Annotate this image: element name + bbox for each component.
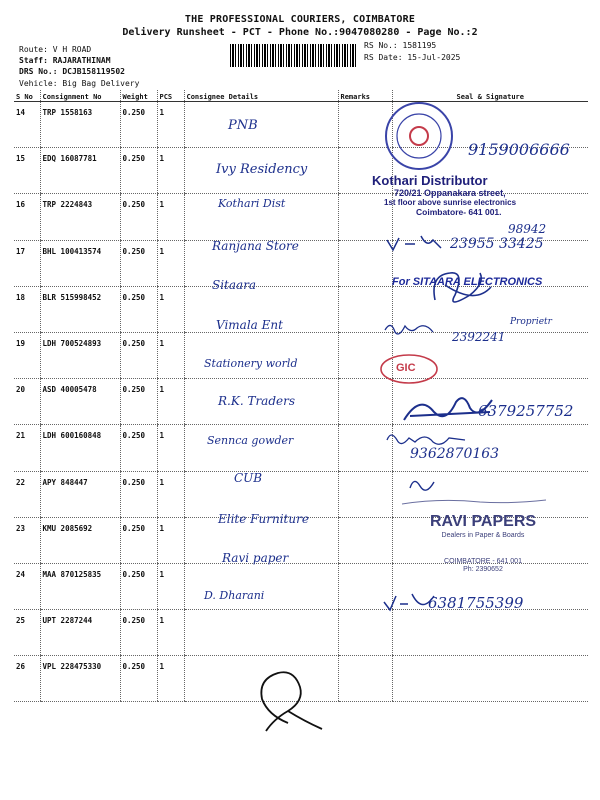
signature-19 xyxy=(383,318,443,340)
row-sno: 23 xyxy=(14,517,40,563)
consignee-handwritten: PNB xyxy=(228,118,258,133)
row-sno: 22 xyxy=(14,471,40,517)
row-pcs: 1 xyxy=(157,656,184,702)
row-weight: 0.250 xyxy=(120,240,157,286)
row-consignment: LDH 600160848 xyxy=(40,425,120,471)
row-weight: 0.250 xyxy=(120,102,157,148)
row-weight: 0.250 xyxy=(120,425,157,471)
signature-17 xyxy=(385,228,445,258)
phone-sign-21: 6379257752 xyxy=(478,402,574,420)
consignee-handwritten: Sennca gowder xyxy=(207,433,294,447)
row-pcs: 1 xyxy=(157,471,184,517)
row-sno: 19 xyxy=(14,332,40,378)
row-sno: 14 xyxy=(14,102,40,148)
row-pcs: 1 xyxy=(157,240,184,286)
row-consignee-cell xyxy=(184,332,338,378)
row-remarks xyxy=(338,471,392,517)
row-weight: 0.250 xyxy=(120,610,157,656)
kothari-name: Kothari Distributor xyxy=(372,173,488,188)
row-sno: 21 xyxy=(14,425,40,471)
vehicle-label: Vehicle: Big Bag Delivery xyxy=(19,79,140,88)
table-row xyxy=(14,425,588,471)
ravi-stamp-title: RAVI PAPERS xyxy=(429,513,537,530)
signature-23 xyxy=(400,468,550,508)
sign-17b: 23955 33425 xyxy=(450,236,544,252)
phone-sign-26: 6381755399 xyxy=(428,594,524,612)
row-consignment: BHL 100413574 xyxy=(40,240,120,286)
consignee-handwritten: Kothari Dist xyxy=(218,197,286,211)
row-pcs: 1 xyxy=(157,148,184,194)
barcode xyxy=(230,44,358,67)
table-row xyxy=(14,610,588,656)
route-label: Route: V H ROAD xyxy=(19,45,92,54)
consignee-handwritten: Ivy Residency xyxy=(216,162,308,178)
col-pcs: PCS xyxy=(157,90,184,102)
col-sno: S No xyxy=(14,90,40,102)
row-consignment: BLR 515998452 xyxy=(40,286,120,332)
row-remarks xyxy=(338,240,392,286)
ravi-stamp-line: Dealers in Paper & Boards xyxy=(441,532,525,539)
row-weight: 0.250 xyxy=(120,332,157,378)
company-title: THE PROFESSIONAL COURIERS, COIMBATORE xyxy=(184,14,416,25)
table-row xyxy=(14,286,588,332)
phone-sign-22: 9362870163 xyxy=(410,446,500,462)
col-remarks: Remarks xyxy=(338,90,392,102)
ravi-stamp-phone: Ph: 2390652 xyxy=(463,566,503,573)
row-weight: 0.250 xyxy=(120,563,157,609)
row-remarks xyxy=(338,517,392,563)
row-pcs: 1 xyxy=(157,194,184,240)
sign-17a: 98942 xyxy=(508,222,547,236)
row-pcs: 1 xyxy=(157,286,184,332)
row-sno: 15 xyxy=(14,148,40,194)
consignee-handwritten: Ravi paper xyxy=(222,551,289,566)
row-pcs: 1 xyxy=(157,332,184,378)
row-remarks xyxy=(338,656,392,702)
kothari-stamp xyxy=(372,173,562,217)
row-seal xyxy=(392,656,588,702)
row-sno: 24 xyxy=(14,563,40,609)
row-weight: 0.250 xyxy=(120,471,157,517)
row-sno: 16 xyxy=(14,194,40,240)
consignee-handwritten: Vimala Ent xyxy=(216,318,283,332)
row-pcs: 1 xyxy=(157,517,184,563)
kothari-addr2: 1st floor above sunrise electronics xyxy=(384,198,517,207)
row-weight: 0.250 xyxy=(120,379,157,425)
row-consignment: APY 848447 xyxy=(40,471,120,517)
table-header-row xyxy=(14,90,588,102)
col-seal: Seal & Signature xyxy=(392,90,588,102)
row-consignment: MAA 870125835 xyxy=(40,563,120,609)
rs-number: RS No.: 1581195 xyxy=(364,41,437,50)
row-consignment: TRP 1558163 xyxy=(40,102,120,148)
consignee-handwritten: CUB xyxy=(234,470,263,485)
signature-18 xyxy=(425,265,495,310)
consignee-handwritten: Sitaara xyxy=(212,277,257,292)
row-consignment: UPT 2287244 xyxy=(40,610,120,656)
sign-19b: 2392241 xyxy=(452,330,506,344)
row-consignment: KMU 2085692 xyxy=(40,517,120,563)
row-pcs: 1 xyxy=(157,102,184,148)
row-sno: 18 xyxy=(14,286,40,332)
row-remarks xyxy=(338,425,392,471)
col-consignee: Consignee Details xyxy=(184,90,338,102)
row-consignee-cell xyxy=(184,563,338,609)
phone-sign-15: 9159006666 xyxy=(468,140,570,159)
staff-label: Staff: RAJARATHINAM xyxy=(19,56,111,65)
col-consignment: Consignment No xyxy=(40,90,120,102)
row-consignment: VPL 228475330 xyxy=(40,656,120,702)
kothari-addr3: Coimbatore- 641 001. xyxy=(416,207,502,217)
row-consignment: TRP 2224843 xyxy=(40,194,120,240)
rs-date: RS Date: 15-Jul-2025 xyxy=(364,53,461,62)
row-pcs: 1 xyxy=(157,379,184,425)
ravi-papers-stamp xyxy=(403,512,563,574)
row-consignment: EDQ 16087781 xyxy=(40,148,120,194)
row-pcs: 1 xyxy=(157,610,184,656)
bottom-signature xyxy=(248,665,328,735)
gic-text: GIC xyxy=(396,362,416,374)
sitaara-logo: For SITAARA ELECTRONICS xyxy=(392,276,543,288)
runsheet-title: Delivery Runsheet - PCT - Phone No.:9047080280 - Page No.:2 xyxy=(122,27,478,38)
row-consignment: LDH 700524893 xyxy=(40,332,120,378)
consignee-handwritten: D. Dharani xyxy=(204,589,265,603)
row-sno: 25 xyxy=(14,610,40,656)
consignee-handwritten: Ranjana Store xyxy=(212,238,299,253)
row-pcs: 1 xyxy=(157,425,184,471)
consignee-handwritten: Elite Furniture xyxy=(218,512,309,526)
row-weight: 0.250 xyxy=(120,194,157,240)
row-weight: 0.250 xyxy=(120,148,157,194)
sign-19a: Proprietr xyxy=(510,317,552,327)
row-weight: 0.250 xyxy=(120,656,157,702)
ravi-stamp-city: COIMBATORE - 641 001 xyxy=(444,558,522,565)
row-pcs: 1 xyxy=(157,563,184,609)
row-weight: 0.250 xyxy=(120,286,157,332)
round-stamp xyxy=(383,100,455,172)
consignee-handwritten: Stationery world xyxy=(204,357,298,371)
row-sno: 17 xyxy=(14,240,40,286)
drs-label: DRS No.: DCJB158119502 xyxy=(19,67,125,76)
row-consignee-cell xyxy=(184,102,338,148)
col-weight: Weight xyxy=(120,90,157,102)
row-sno: 20 xyxy=(14,379,40,425)
row-consignee-cell xyxy=(184,610,338,656)
kothari-addr1: 720/21 Oppanakara street, xyxy=(394,188,506,198)
row-consignee-cell xyxy=(184,425,338,471)
row-weight: 0.250 xyxy=(120,517,157,563)
consignee-handwritten: R.K. Traders xyxy=(218,394,296,409)
row-sno: 26 xyxy=(14,656,40,702)
row-consignment: ASD 40005478 xyxy=(40,379,120,425)
